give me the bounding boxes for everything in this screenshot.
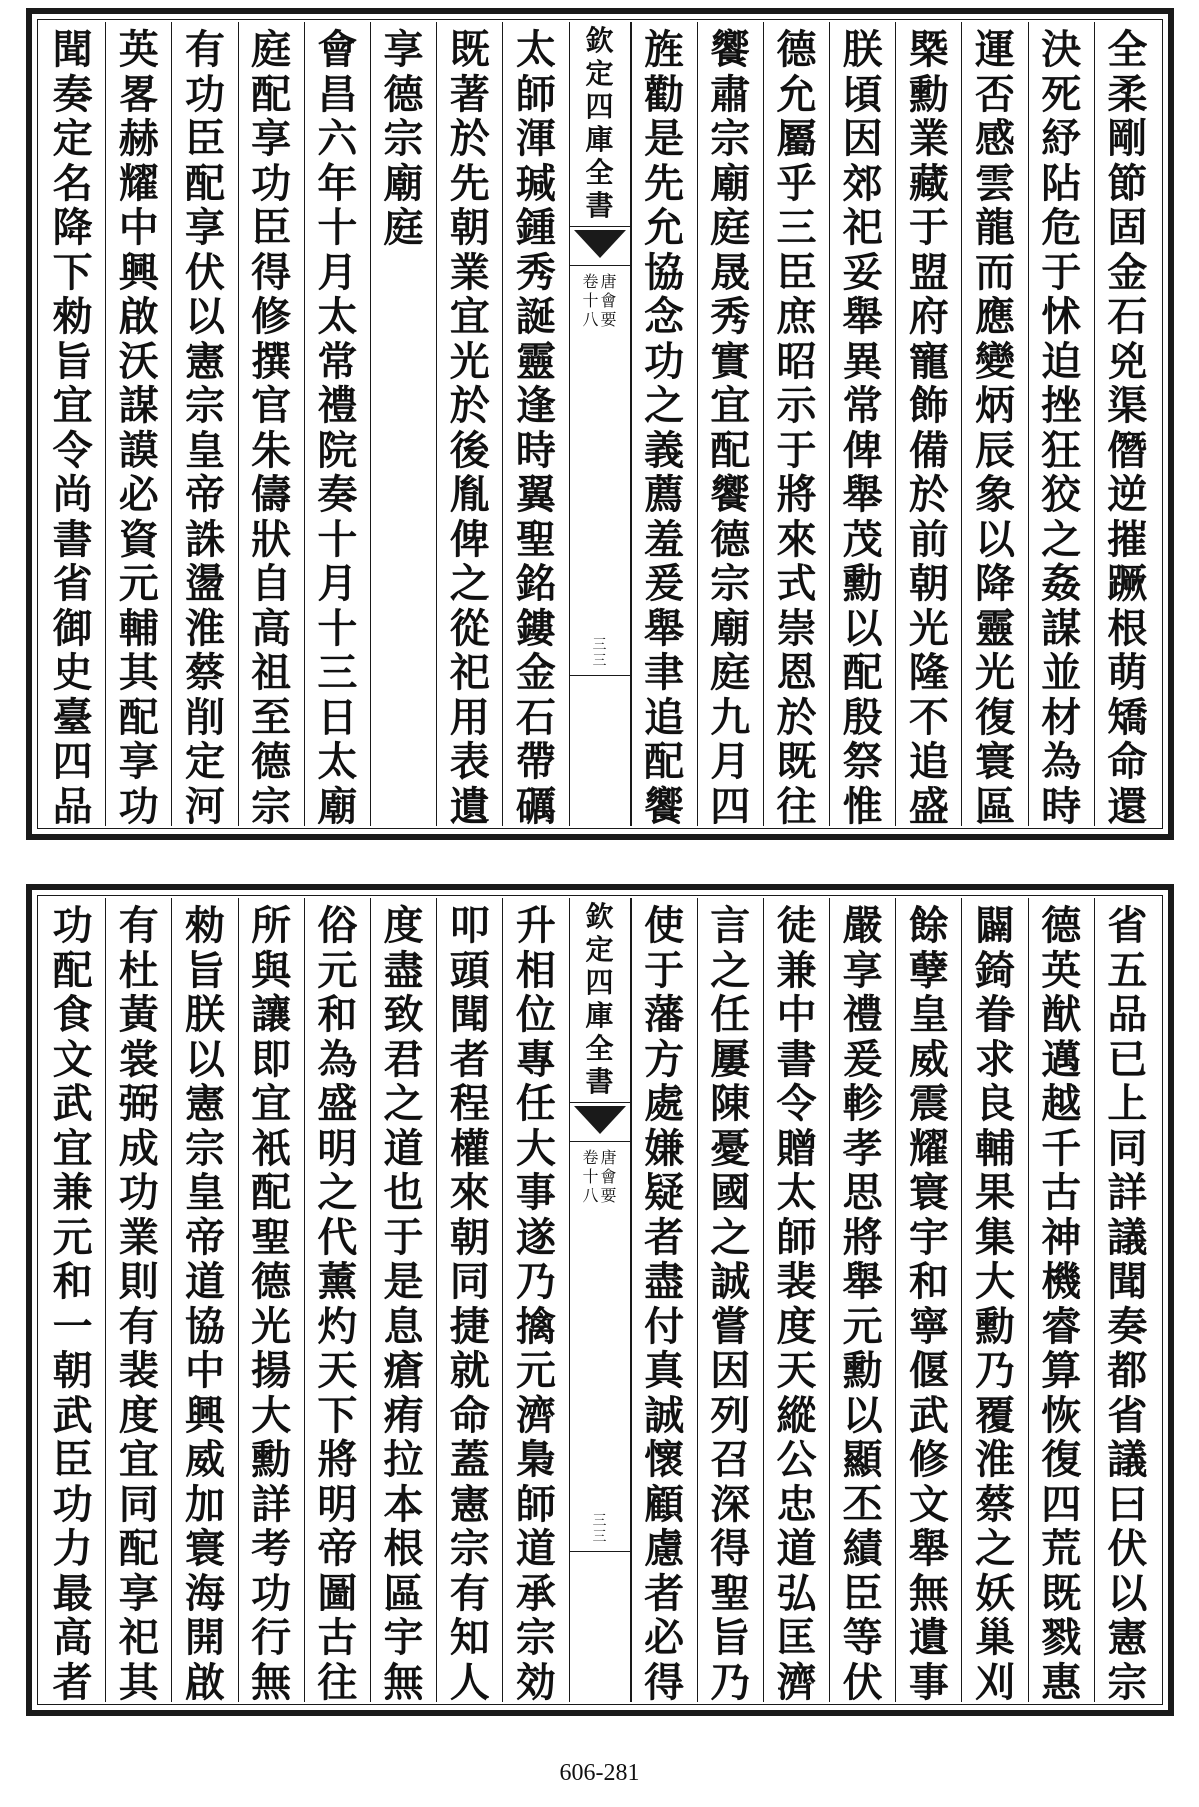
text-column: 英 畧 赫 耀 中 興 啟 沃 謀 謨 必 資 元 輔 其 配 享 功 [105, 22, 171, 826]
text-column: 使 于 藩 方 處 嫌 疑 者 盡 付 真 誠 懷 顧 慮 者 必 得 [631, 898, 697, 1702]
text-column: 會 昌 六 年 十 月 太 常 禮 院 奏 十 月 十 三 日 太 廟 [304, 22, 370, 826]
text-column: 所 與 讓 即 宜 衹 配 聖 德 光 揚 大 勳 詳 考 功 行 無 [238, 898, 304, 1702]
page-panel-bottom [26, 884, 1174, 1716]
text-column: 朕 頃 因 郊 祀 妥 舉 異 常 俾 舉 茂 勳 以 配 殷 祭 惟 [829, 22, 895, 826]
page-panel-top [26, 8, 1174, 840]
text-columns-bottom [40, 898, 1160, 1702]
text-column: 享 德 宗 廟 庭 [370, 22, 436, 826]
text-column: 勑 旨 朕 以 憲 宗 皇 帝 道 協 中 興 威 加 寰 海 開 啟 [171, 898, 237, 1702]
text-column: 既 著 於 先 朝 業 宜 光 於 後 胤 俾 之 從 祀 用 表 遺 [436, 22, 502, 826]
text-column: 升 相 位 專 任 大 事 遂 乃 擒 元 濟 梟 師 道 承 宗 効 [502, 898, 568, 1702]
page-number: 606-281 [559, 1760, 640, 1786]
text-column: 全 柔 剛 節 固 金 石 兇 渠 僭 逆 摧 蹶 根 萌 矯 命 還 [1094, 22, 1160, 826]
volume-label: 卷 十 八 [582, 272, 599, 329]
text-column: 槩 勳 業 藏 于 盟 府 寵 飾 備 於 前 朝 光 隆 不 追 盛 [895, 22, 961, 826]
book-title: 唐 會 要 [600, 272, 617, 329]
book-collection-title: 欽 定 四 庫 全 書 [585, 24, 614, 222]
text-column: 度 盡 致 君 之 道 也 于 是 息 瘡 痏 拉 本 根 區 宇 無 [370, 898, 436, 1702]
text-column: 有 功 臣 配 享 伏 以 憲 宗 皇 帝 誅 盪 淮 蔡 削 定 河 [171, 22, 237, 826]
text-column: 太 師 渾 瑊 鍾 秀 誕 靈 逢 時 翼 聖 銘 鏤 金 石 帶 礪 [502, 22, 568, 826]
center-fold [569, 898, 631, 1702]
text-column: 決 死 紓 阽 危 于 怵 迫 挫 狂 狡 之 姦 謀 並 材 為 時 [1028, 22, 1094, 826]
text-column: 闢 錡 眷 求 良 輔 果 集 大 勳 乃 覆 淮 蔡 之 妖 巢 刈 [961, 898, 1027, 1702]
text-column: 功 配 食 文 武 宜 兼 元 和 一 朝 武 臣 功 力 最 高 者 [52, 902, 93, 1702]
volume-label: 卷 十 八 [582, 1148, 599, 1205]
text-column: 德 英 猷 邁 越 千 古 神 機 睿 算 恢 復 四 荒 既 戮 惠 [1028, 898, 1094, 1702]
center-fold [569, 22, 631, 826]
text-column: 饗 肅 宗 廟 庭 晟 秀 實 宜 配 饗 德 宗 廟 庭 九 月 四 [697, 22, 763, 826]
book-collection-title: 欽 定 四 庫 全 書 [585, 900, 614, 1098]
text-column: 聞 奏 定 名 降 下 勑 旨 宜 令 尚 書 省 御 史 臺 四 品 [52, 26, 93, 826]
folio-number: 三 三 [570, 1513, 630, 1552]
text-column: 言 之 任 屢 陳 憂 國 之 誠 嘗 因 列 召 深 得 聖 旨 乃 [697, 898, 763, 1702]
text-column: 叩 頭 聞 者 程 權 來 朝 同 捷 就 命 蓋 憲 宗 有 知 人 [436, 898, 502, 1702]
text-column: 省 五 品 已 上 同 詳 議 聞 奏 都 省 議 曰 伏 以 憲 宗 [1094, 898, 1160, 1702]
folio-number: 三 三 [570, 637, 630, 676]
text-column: 嚴 享 禮 爰 軫 孝 思 將 舉 元 勳 以 顯 丕 績 臣 等 伏 [829, 898, 895, 1702]
text-column: 德 允 屬 乎 三 臣 庶 昭 示 于 將 來 式 崇 恩 於 既 往 [763, 22, 829, 826]
text-columns-top [40, 22, 1160, 826]
fishtail-ornament [570, 1102, 630, 1142]
fishtail-ornament [570, 226, 630, 266]
book-title: 唐 會 要 [600, 1148, 617, 1205]
text-column: 徒 兼 中 書 令 贈 太 師 裴 度 天 縱 公 忠 道 弘 匡 濟 [763, 898, 829, 1702]
text-column: 運 否 感 雲 龍 而 應 變 炳 辰 象 以 降 靈 光 復 寰 區 [961, 22, 1027, 826]
text-column: 俗 元 和 為 盛 明 之 代 薰 灼 天 下 將 明 帝 圖 古 往 [304, 898, 370, 1702]
text-column: 餘 孽 皇 威 震 耀 寰 宇 和 寧 偃 武 修 文 舉 無 遺 事 [895, 898, 961, 1702]
text-column: 有 杜 黃 裳 弼 成 功 業 則 有 裴 度 宜 同 配 享 祀 其 [105, 898, 171, 1702]
text-column: 庭 配 享 功 臣 得 修 撰 官 朱 儔 狀 自 高 祖 至 德 宗 [238, 22, 304, 826]
text-column: 旌 勸 是 先 允 協 念 功 之 義 薦 羞 爰 舉 聿 追 配 饗 [631, 22, 697, 826]
